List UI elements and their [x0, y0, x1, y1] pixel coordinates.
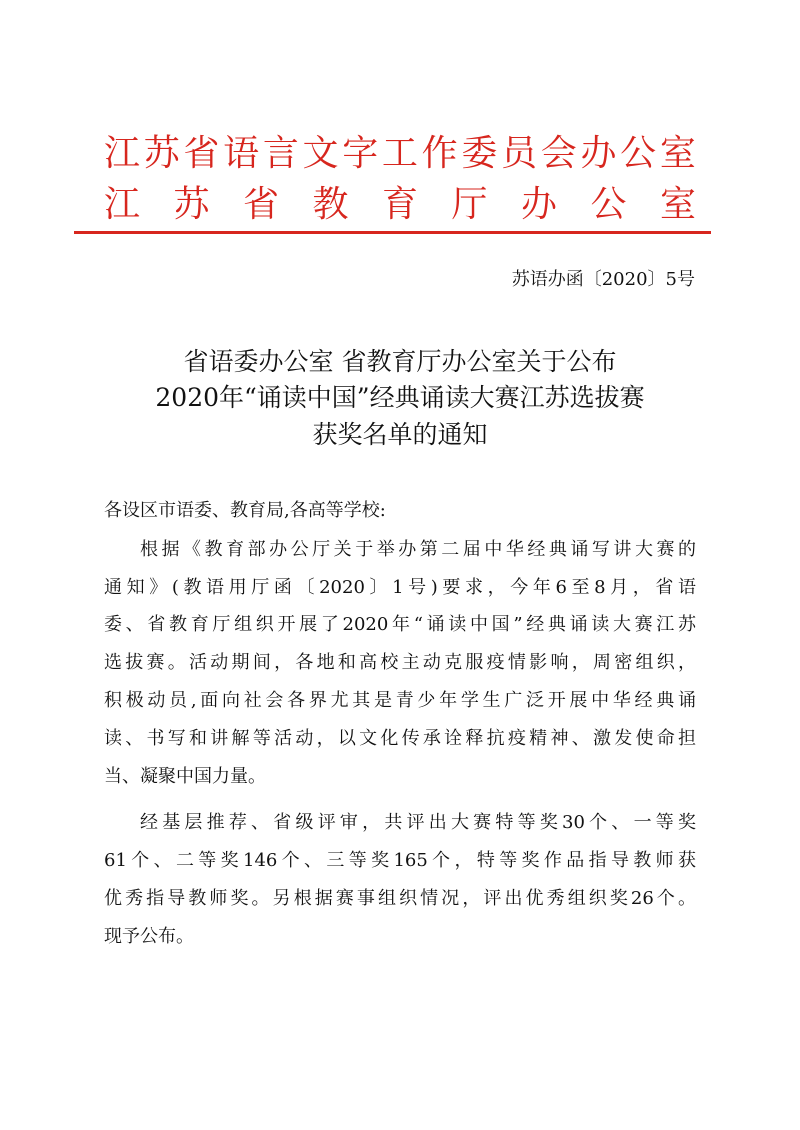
paragraph-2-line: 优秀指导教师奖。另根据赛事组织情况，评出优秀组织奖26个。 [104, 888, 696, 909]
header-char: 字 [342, 133, 379, 174]
header-char: 教 [312, 184, 349, 225]
header-char: 会 [540, 133, 577, 174]
paragraph-1-line: 读、书写和讲解等活动，以文化传承诠释抗疫精神、激发使命担 [104, 728, 696, 749]
header-char: 省 [183, 133, 220, 174]
issuer-name-line-2 [104, 177, 696, 233]
header-char: 作 [421, 133, 458, 174]
paragraph-1-line: 通知》(教语用厅函〔2020〕1号)要求，今年6至8月，省语 [104, 577, 696, 598]
paragraph-1-line: 委、省教育厅组织开展了2020年“诵读中国”经典诵读大赛江苏 [104, 614, 696, 635]
header-char: 苏 [173, 184, 210, 225]
header-char: 语 [223, 133, 260, 174]
document-number: 苏语办函〔2020〕5号 [511, 269, 695, 290]
paragraph-2-line: 经基层推荐、省级评审，共评出大赛特等奖30个、一等奖 [140, 812, 696, 833]
paragraph-1-line: 根据《教育部办公厅关于举办第二届中华经典诵写讲大赛的 [140, 539, 696, 560]
header-char: 办 [521, 184, 558, 225]
header-char: 公 [620, 133, 657, 174]
header-char: 室 [660, 184, 697, 225]
header-char: 委 [461, 133, 498, 174]
header-char: 省 [243, 184, 280, 225]
paragraph-1-line: 积极动员,面向社会各界尤其是青少年学生广泛开展中华经典诵 [104, 690, 696, 711]
header-char: 育 [382, 184, 419, 225]
header-char: 工 [381, 133, 418, 174]
paragraph-2-line: 61个、二等奖146个、三等奖165个，特等奖作品指导教师获 [104, 850, 696, 871]
header-char: 言 [262, 133, 299, 174]
paragraph-1-line: 选拔赛。活动期间，各地和高校主动克服疫情影响，周密组织， [104, 652, 696, 673]
header-char: 江 [104, 184, 141, 225]
issuer-name-line-1 [104, 126, 696, 182]
header-char: 公 [590, 184, 627, 225]
header-char: 厅 [451, 184, 488, 225]
paragraph-1-line: 当、凝聚中国力量。 [104, 766, 266, 787]
header-char: 江 [104, 133, 141, 174]
header-char: 室 [659, 133, 696, 174]
header-char: 苏 [143, 133, 180, 174]
paragraph-2-line: 现予公布。 [104, 926, 194, 947]
header-char: 文 [302, 133, 339, 174]
notice-title-line-2: 2020年“诵读中国”经典诵读大赛江苏选拔赛 [155, 383, 645, 412]
header-char: 办 [580, 133, 617, 174]
notice-title-line-1: 省语委办公室 省教育厅办公室关于公布 [183, 347, 617, 376]
header-divider [74, 231, 711, 234]
salutation: 各设区市语委、教育局,各高等学校: [104, 500, 386, 521]
header-char: 员 [501, 133, 538, 174]
notice-title-line-3: 获奖名单的通知 [312, 420, 488, 449]
